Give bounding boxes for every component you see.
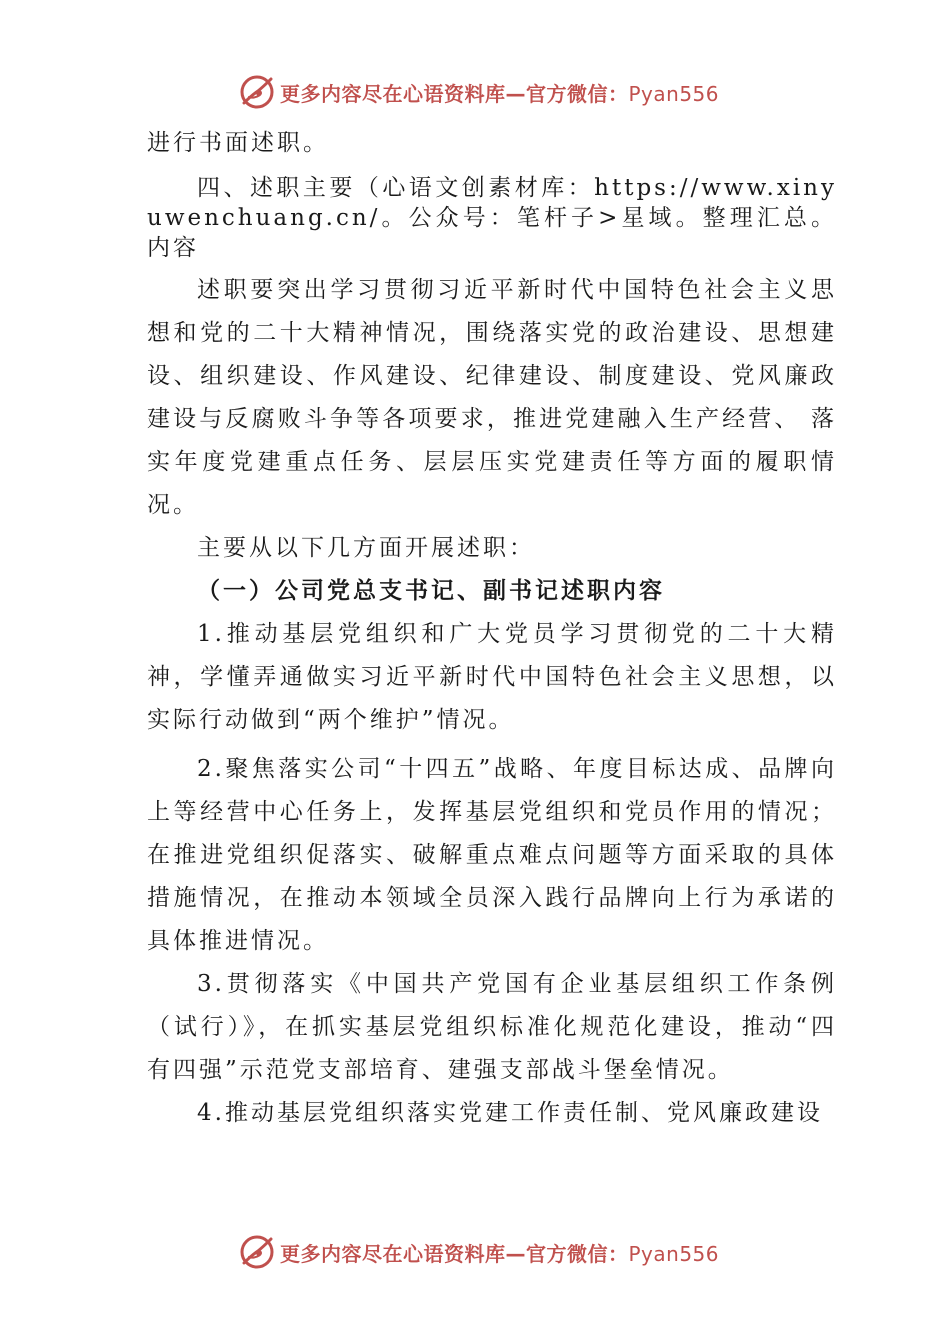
brush-logo-icon — [238, 73, 276, 111]
brush-logo-icon — [238, 1233, 276, 1271]
list-item: 2.聚焦落实公司“十四五”战略、年度目标达成、品牌向上等经营中心任务上，发挥基层党组织和党员作用的情况；在推进党组织促落实、破解重点难点问题等方面采取的具体措施情况，在推动本领域全员深入践行品牌向上行为承诺的具体推进情况。 — [147, 756, 837, 954]
document-body — [147, 122, 837, 1135]
footer-watermark — [238, 1232, 719, 1272]
watermark-text: 更多内容尽在心语资料库—官方微信：Pyan556 — [280, 1241, 720, 1266]
paragraph: 主要从以下几方面开展述职： — [197, 535, 535, 561]
list-item: 4.推动基层党组织落实党建工作责任制、党风廉政建设 — [197, 1100, 823, 1126]
section-heading: 四、述职主要（心语文创素材库：https://www.xinyuwenchuang.cn/。公众号：笔杆子>星域。整理汇总。内容 — [147, 175, 837, 261]
paragraph: 述职要突出学习贯彻习近平新时代中国特色社会主义思想和党的二十大精神情况，围绕落实党的政治建设、思想建设、组织建设、作风建设、纪律建设、制度建设、党风廉政建设与反腐败斗争等各项要求，推进党建融入生产经营、 落实年度党建重点任务、层层压实党建责任等方面的履职情况。 — [147, 277, 837, 518]
paragraph: 进行书面述职。 — [147, 130, 329, 156]
header-watermark — [238, 72, 719, 112]
subsection-heading: （一）公司党总支书记、副书记述职内容 — [197, 578, 665, 604]
list-item: 1.推动基层党组织和广大党员学习贯彻党的二十大精神，学懂弄通做实习近平新时代中国特色社会主义思想，以实际行动做到“两个维护”情况。 — [147, 621, 837, 733]
watermark-text: 更多内容尽在心语资料库—官方微信：Pyan556 — [280, 81, 720, 106]
list-item: 3.贯彻落实《中国共产党国有企业基层组织工作条例（试行）》，在抓实基层党组织标准化规范化建设，推动“四有四强”示范党支部培育、建强支部战斗堡垒情况。 — [147, 971, 837, 1083]
